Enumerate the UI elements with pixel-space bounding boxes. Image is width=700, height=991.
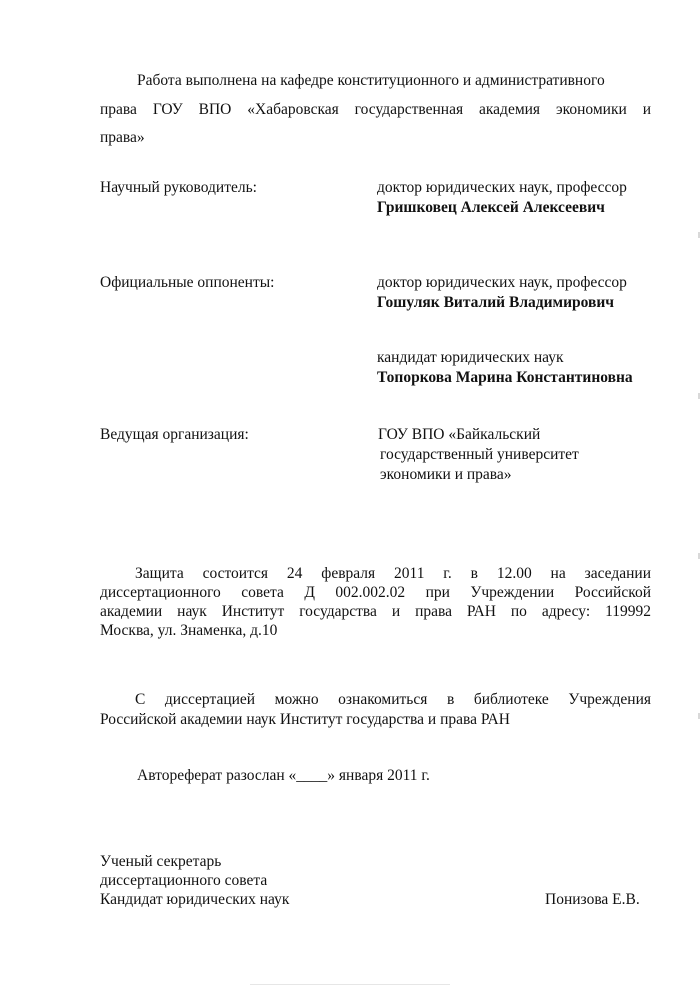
opponent-2-degree: кандидат юридических наук (377, 349, 564, 366)
secretary-name: Понизова Е.В. (545, 891, 640, 908)
lead-org-line-3: экономики и права» (380, 466, 512, 483)
opponent-1-name: Гошуляк Виталий Владимирович (377, 294, 615, 311)
library-line-1: С диссертацией можно ознакомиться в библиотеке Учреждения (135, 691, 651, 708)
lead-org-line-2: государственный университет (380, 446, 579, 463)
lead-org-label: Ведущая организация: (100, 426, 249, 443)
intro-line-1: Работа выполнена на кафедре конституционного и административного (137, 72, 605, 89)
secretary-line-3: Кандидат юридических наук (100, 891, 290, 908)
defense-line-4: Москва, ул. Знаменка, д.10 (100, 622, 278, 639)
lead-org-line-1: ГОУ ВПО «Байкальский (378, 426, 541, 443)
supervisor-name: Гришковец Алексей Алексеевич (377, 199, 605, 216)
opponents-label: Официальные оппоненты: (100, 274, 275, 291)
defense-line-3: академии наук Институт государства и права РАН по адресу: 119992 (100, 603, 651, 620)
intro-line-2: права ГОУ ВПО «Хабаровская государственная академия экономики и (100, 101, 651, 118)
defense-line-2: диссертационного совета Д 002.002.02 при Учреждении Российской (100, 584, 651, 601)
opponent-2-name: Топоркова Марина Константиновна (377, 369, 633, 386)
scan-bottom-line (250, 984, 450, 985)
intro-line-3: права» (100, 129, 145, 146)
secretary-line-2: диссертационного совета (100, 872, 268, 889)
secretary-line-1: Ученый секретарь (100, 853, 222, 870)
opponent-1-degree: доктор юридических наук, профессор (377, 274, 627, 291)
supervisor-label: Научный руководитель: (100, 179, 257, 196)
mailing-date: Автореферат разослан «____» января 2011 г. (137, 767, 430, 784)
defense-line-1: Защита состоится 24 февраля 2011 г. в 12.00 на заседании (135, 565, 651, 582)
supervisor-degree: доктор юридических наук, профессор (377, 179, 627, 196)
library-line-2: Российской академии наук Институт государства и права РАН (100, 711, 510, 728)
